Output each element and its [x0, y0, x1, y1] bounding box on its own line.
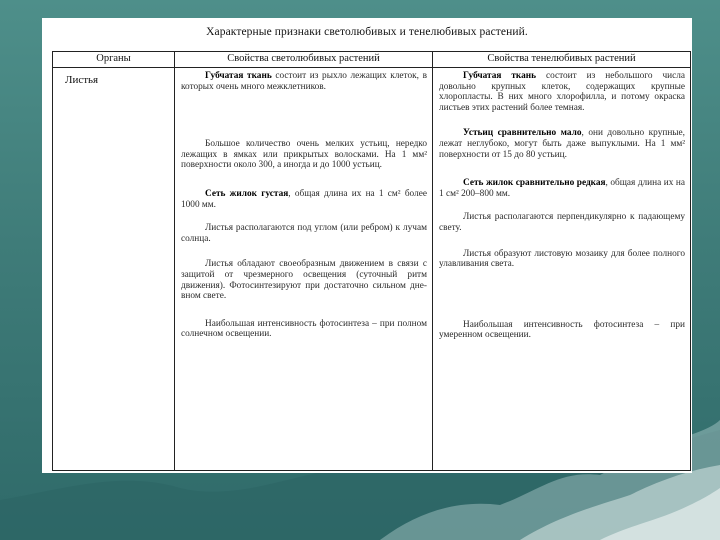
shade-item-6 — [439, 320, 685, 341]
light-properties-cell — [175, 68, 433, 471]
table-header-row — [53, 52, 691, 68]
light-item-1 — [181, 71, 427, 92]
light-item-3-bold: Сеть жилок густая — [205, 188, 289, 199]
header-shade-plants: Свойства тенелюбивых растений — [433, 52, 691, 68]
shade-item-3 — [439, 178, 685, 199]
shade-item-1-bold: Губчатая ткань — [463, 71, 537, 81]
light-item-5-text: Листья обладают своеобразным движением в связи с защитой от чрезмерного освещения (суточный ритм движения). Фотосинтезируют при достаточно сильном дневном свете. — [181, 259, 427, 302]
shade-item-1 — [439, 71, 685, 113]
shade-item-3-text: , общая длина их на 1 см² 200–800 мм. — [439, 178, 685, 199]
slide-title: Характерные признаки светолюбивых и тенелюбивых растений. — [206, 26, 528, 38]
header-organs: Органы — [53, 52, 175, 68]
shade-item-6-text: Наибольшая интенсивность фотосинтеза – при умеренном освещении. — [439, 319, 685, 341]
header-light-plants: Свойства светолюбивых растений — [175, 52, 433, 68]
light-item-4-text: Листья располагаются под углом (или ребром) к лучам солнца. — [181, 223, 427, 244]
light-item-6-text: Наибольшая интенсивность фотосинтеза – при полном солнечном освещении. — [181, 318, 427, 340]
light-item-2 — [181, 139, 427, 171]
shade-item-5-text: Листья образуют листовую мозаику для более полного улавливания света. — [439, 248, 685, 270]
shade-item-1-text: состоит из небольшого числа довольно крупных клеток, содержащих крупные хлоропласты. В них много хлорофилла, и потому окраска листьев этих растений более темная. — [439, 71, 685, 113]
shade-item-3-bold: Сеть жилок сравнительно редкая — [463, 178, 606, 189]
shade-item-4-text: Листья располагаются перпендикулярно к падающему свету. — [439, 212, 685, 233]
table-row — [53, 68, 691, 471]
comparison-table — [52, 51, 691, 471]
light-item-3 — [181, 189, 427, 210]
organ-cell: Листья — [53, 68, 175, 471]
light-item-1-bold: Губчатая ткань — [205, 71, 272, 81]
shade-item-2-text: , они довольно крупные, лежат неглубоко, могут быть даже выпуклыми. На 1 мм² поверхности от 15 до 80 устьиц. — [439, 128, 685, 160]
light-item-6 — [181, 319, 427, 340]
shade-item-2-bold: Устьиц сравнительно мало — [463, 128, 582, 139]
shade-item-4 — [439, 212, 685, 233]
slide-page — [42, 18, 692, 473]
light-item-3-text: , общая длина их на 1 см² более 1000 мм. — [181, 188, 427, 210]
shade-item-5 — [439, 249, 685, 270]
shade-properties-cell — [433, 68, 691, 471]
light-item-2-text: Большое количество очень мелких устьиц, нередко лежащих в ямках или прикрытых волосками. На 1 мм² поверхности около 300, а иногда и до 1000 устьиц. — [181, 139, 427, 171]
light-item-4 — [181, 223, 427, 244]
light-item-5 — [181, 259, 427, 301]
shade-item-2 — [439, 128, 685, 160]
light-item-1-text: состоит из рыхло лежащих клеток, в которых очень много межклетников. — [181, 71, 427, 92]
